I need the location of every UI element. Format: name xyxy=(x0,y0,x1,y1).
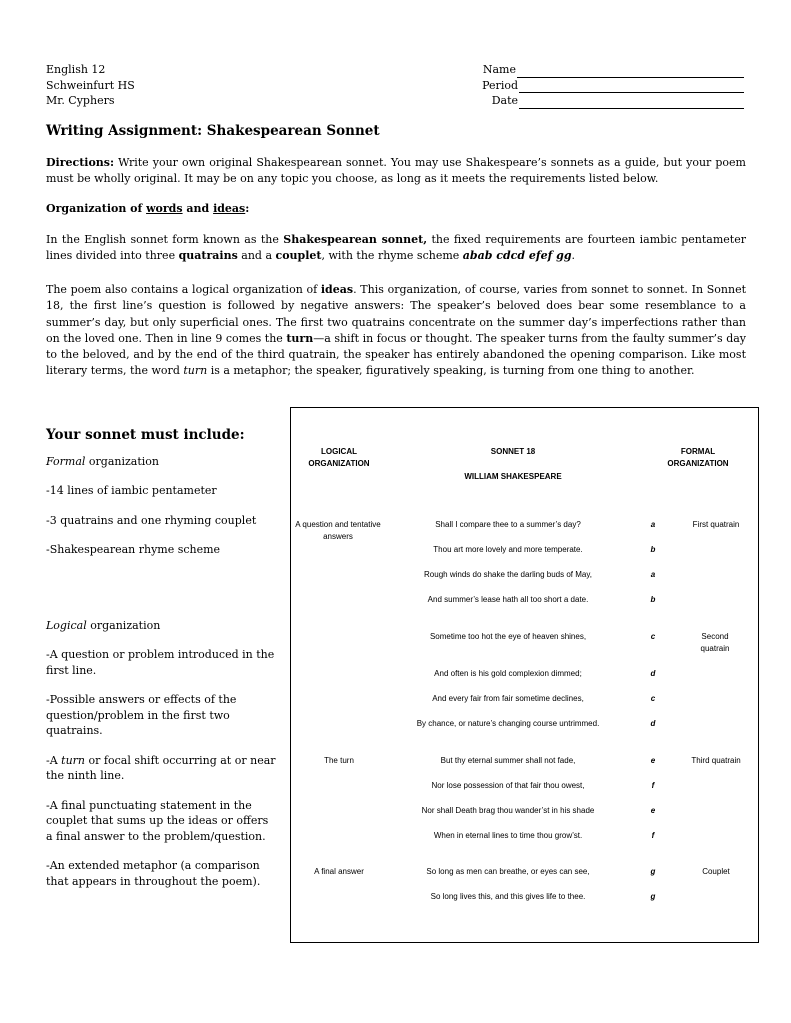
period-label: Period xyxy=(482,78,518,92)
org-heading-and: and xyxy=(182,202,214,215)
course-name: English 12 xyxy=(46,63,106,76)
org-heading-colon: : xyxy=(245,202,250,215)
text-run: The poem also contains a logical organization of xyxy=(46,283,321,296)
poem-organization-paragraph xyxy=(46,282,746,380)
rhyme-letter: e xyxy=(650,806,656,815)
date-blank-line[interactable] xyxy=(519,98,744,109)
sonnet-line: Sometime too hot the eye of heaven shines, xyxy=(429,632,587,641)
name-blank-line[interactable] xyxy=(517,67,744,78)
rhyme-letter: a xyxy=(650,570,656,579)
logical-organization-label: A question and tentative answers xyxy=(295,520,381,541)
requirement-item: -Possible answers or effects of the question/problem in the first two quatrains. xyxy=(46,693,237,737)
formal-organization-label: Second quatrain xyxy=(700,632,730,653)
directions-label: Directions: xyxy=(46,156,115,169)
requirements-column xyxy=(46,428,278,889)
sonnet-line: But thy eternal summer shall not fade, xyxy=(440,756,576,765)
period-blank-line[interactable] xyxy=(519,82,744,93)
formal-em: Formal xyxy=(46,454,86,468)
period-field-row xyxy=(470,78,744,94)
text-run: the fixed requirements are fourteen iambic pentameter lines divided into three xyxy=(46,233,746,262)
text-run: is a metaphor; the speaker, figuratively speaking, is turning from one thing to another. xyxy=(207,364,695,378)
requirements-heading: Your sonnet must include: xyxy=(46,427,245,443)
formal-organization-label: Couplet xyxy=(702,867,730,876)
directions-text: Write your own original Shakespearean sonnet. You may use Shakespeare’s sonnets as a guide, but your poem must be wholly original. It may be on any topic you choose, as long as it meets the requirements listed below. xyxy=(46,156,746,185)
requirement-item: -A final punctuating statement in the couplet that sums up the ideas or offers a final answer to the problem/question. xyxy=(46,798,269,843)
sonnet-line: Nor lose possession of that fair thou owest, xyxy=(431,781,585,790)
name-field-row xyxy=(470,62,744,78)
rhyme-letter: b xyxy=(650,545,656,554)
name-label: Name xyxy=(482,63,516,76)
logical-organization-label: A final answer xyxy=(314,867,364,876)
sonnet-author: WILLIAM SHAKESPEARE xyxy=(464,472,562,481)
rhyme-letter: g xyxy=(650,867,656,876)
org-heading-ideas: ideas xyxy=(213,202,246,215)
formal-organization-column-header: FORMAL ORGANIZATION xyxy=(667,447,729,468)
bold-term: couplet xyxy=(275,248,322,262)
sonnet-line: So long lives this, and this gives life to thee. xyxy=(430,892,586,901)
directions-paragraph xyxy=(46,155,746,187)
date-label: Date xyxy=(491,94,518,107)
requirement-item: -An extended metaphor (a comparison that appears in throughout the poem). xyxy=(46,859,261,888)
logical-organization-heading xyxy=(46,618,278,634)
text-run: . This organization, of course, varies from sonnet to sonnet. In Sonnet 18, the first line’s question is followed by negative answers: The speaker’s beloved does bear some resemblance to a summer’s day, but only superficial ones. The first two quatrains concentrate on the summer day’s imperfections rather than on the loved one. Then in line 9 comes the xyxy=(46,283,746,345)
organization-heading xyxy=(46,202,249,215)
sonnet-line: When in eternal lines to time thou grow’st. xyxy=(433,831,583,840)
assignment-title: Writing Assignment: Shakespearean Sonnet xyxy=(46,123,380,139)
turn-pre: -A xyxy=(46,753,62,767)
text-run: In the English sonnet form known as the xyxy=(46,233,284,246)
formal-rest: organization xyxy=(85,454,160,468)
sonnet-line: Nor shall Death brag thou wander’st in his shade xyxy=(421,806,595,815)
sonnet-line: Shall I compare thee to a summer’s day? xyxy=(435,520,581,529)
header-info xyxy=(46,62,135,109)
org-heading-pre: Organization of xyxy=(46,202,147,215)
turn-post: or focal shift occurring at or near the ninth line. xyxy=(46,753,276,782)
rhyme-letter: d xyxy=(650,719,656,728)
rhyme-scheme-term: abab cdcd efef gg xyxy=(462,248,572,262)
teacher-name: Mr. Cyphers xyxy=(46,94,115,107)
text-run: —a shift in focus or thought. The speaker turns from the faulty summer’s day to the beloved, and by the end of the third quatrain, the speaker has entirely abandoned the opening comparison. Like most literary terms, the word xyxy=(46,331,747,378)
italic-term: turn xyxy=(183,364,208,378)
logical-organization-column-header: LOGICAL ORGANIZATION xyxy=(308,447,370,468)
sonnet-title: SONNET 18 xyxy=(490,447,536,456)
requirement-item: -3 quatrains and one rhyming couplet xyxy=(46,513,257,527)
school-name: Schweinfurt HS xyxy=(46,78,135,92)
rhyme-letter: c xyxy=(650,694,656,703)
sonnet-line: And often is his gold complexion dimmed; xyxy=(434,669,582,678)
rhyme-letter: e xyxy=(650,756,656,765)
requirement-item xyxy=(46,753,278,784)
formal-organization-label: First quatrain xyxy=(692,520,740,529)
rhyme-letter: c xyxy=(650,632,656,641)
sonnet-line: By chance, or nature’s changing course untrimmed. xyxy=(416,719,600,728)
requirement-item: -A question or problem introduced in the first line. xyxy=(46,648,275,677)
sonnet-line: So long as men can breathe, or eyes can see, xyxy=(426,867,590,876)
student-fields xyxy=(470,62,744,109)
logical-em: Logical xyxy=(46,618,87,632)
sonnet-line: And summer’s lease hath all too short a date. xyxy=(427,595,589,604)
logical-organization-label: The turn xyxy=(324,756,354,765)
date-field-row xyxy=(470,93,744,109)
text-run: . xyxy=(571,248,576,262)
sonnet-18-table xyxy=(290,407,759,943)
rhyme-letter: f xyxy=(651,781,655,790)
bold-term: Shakespearean sonnet, xyxy=(283,233,428,246)
formal-organization-heading xyxy=(46,454,278,470)
sonnet-form-paragraph xyxy=(46,232,746,264)
bold-term: ideas xyxy=(320,283,354,296)
requirement-item: -Shakespearean rhyme scheme xyxy=(46,543,221,556)
org-heading-words: words xyxy=(146,202,183,215)
rhyme-letter: d xyxy=(650,669,656,678)
sonnet-line: And every fair from fair sometime declines, xyxy=(432,694,584,703)
text-run: , with the rhyme scheme xyxy=(321,248,463,262)
sonnet-line: Rough winds do shake the darling buds of May, xyxy=(424,570,592,579)
sonnet-line: Thou art more lovely and more temperate. xyxy=(433,545,583,554)
logical-rest: organization xyxy=(86,618,161,632)
rhyme-letter: g xyxy=(650,892,656,901)
bold-term: quatrains xyxy=(178,248,238,262)
rhyme-letter: a xyxy=(650,520,656,529)
rhyme-letter: f xyxy=(651,831,655,840)
turn-em: turn xyxy=(61,753,86,767)
formal-organization-label: Third quatrain xyxy=(691,756,741,765)
rhyme-letter: b xyxy=(650,595,656,604)
bold-term: turn xyxy=(286,331,314,345)
requirement-item: -14 lines of iambic pentameter xyxy=(46,484,217,497)
text-run: and a xyxy=(237,248,276,262)
